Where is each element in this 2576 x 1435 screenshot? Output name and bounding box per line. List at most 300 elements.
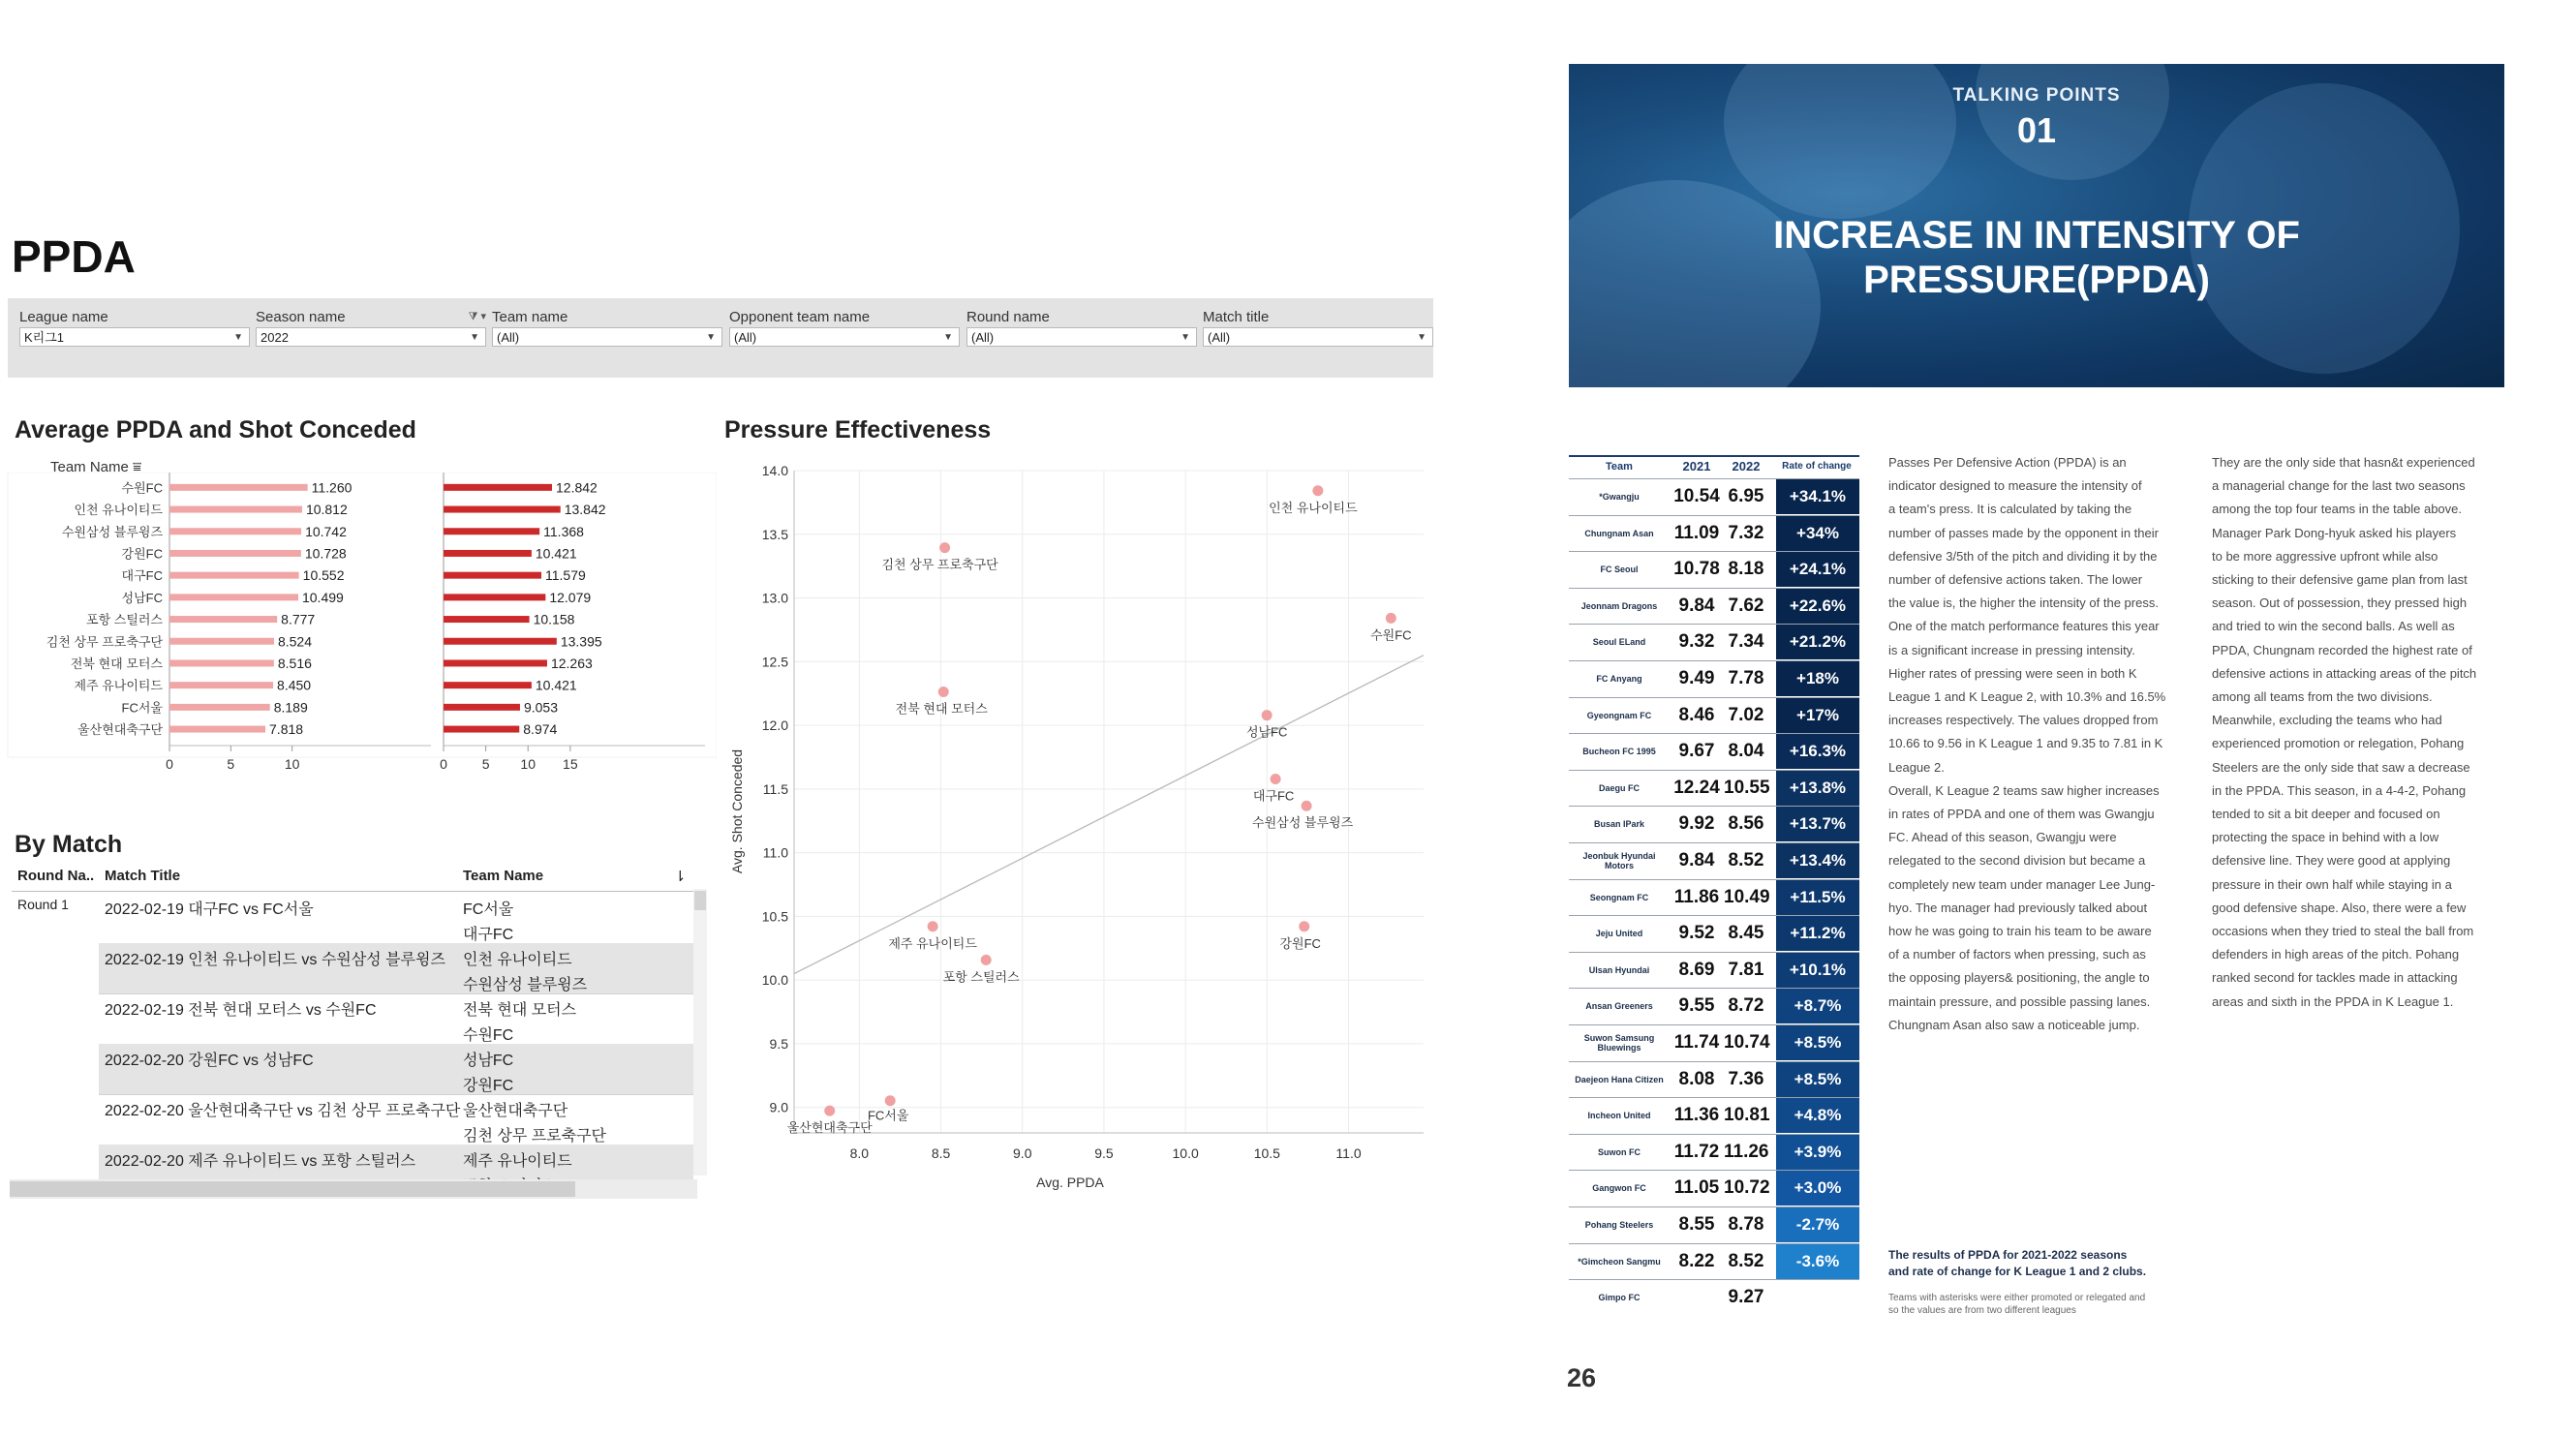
x-tick-label: 10 <box>520 756 537 772</box>
mag-header-2021: 2021 <box>1682 459 1711 473</box>
value-2022: 8.18 <box>1728 559 1764 580</box>
table-caption <box>1888 1247 2198 1280</box>
round-select[interactable] <box>966 327 1197 347</box>
value-2021: 10.78 <box>1673 559 1720 580</box>
table-row <box>1569 1206 1859 1242</box>
article-line: Passes Per Defensive Action (PPDA) is an <box>1888 455 2127 470</box>
team-cell: 김천 상무 프로축구단 <box>463 1128 606 1145</box>
scatter-point <box>1386 613 1396 624</box>
x-tick-label: 0 <box>166 756 173 772</box>
chevron-down-icon[interactable]: ▼ <box>470 332 479 343</box>
rate-cell: +8.5% <box>1776 1062 1859 1097</box>
data-label: 10.499 <box>301 589 344 605</box>
team-cell: 수원FC <box>463 1027 514 1044</box>
article-line: protecting the space in behind with a low <box>2212 830 2439 845</box>
bar <box>444 528 539 534</box>
team-cell: Ulsan Hyundai <box>1588 964 1650 975</box>
team-cell: *Gimcheon Sangmu <box>1578 1256 1661 1267</box>
value-2022: 8.56 <box>1728 813 1764 835</box>
banner-number: 01 <box>2016 110 2057 150</box>
data-label: 10.421 <box>535 545 577 562</box>
article-line: defensive line. They were good at applying <box>2212 853 2451 869</box>
rate-cell: -2.7% <box>1776 1207 1859 1242</box>
y-tick-label: 13.0 <box>761 590 788 606</box>
team-cell: 전북 현대 모터스 <box>463 1002 577 1019</box>
team-cell: 대구FC <box>463 927 514 943</box>
x-tick-label: 9.0 <box>1013 1145 1032 1161</box>
value-2021: 9.52 <box>1678 923 1715 944</box>
talking-points-banner <box>1569 64 2504 387</box>
article-line: the value is, the higher the intensity of the press. <box>1888 595 2159 611</box>
article-line: They are the only side that hasn&t experienced <box>2212 455 2475 470</box>
article-line: completely new team under manager Lee Jung- <box>1888 876 2156 892</box>
value-2021: 11.72 <box>1673 1141 1720 1162</box>
scatter-point <box>1271 774 1281 784</box>
team-select[interactable] <box>492 327 722 347</box>
article-line: a managerial change for the last two seasons <box>2212 478 2466 494</box>
banner-kicker: TALKING POINTS <box>1952 85 2121 106</box>
value-2022: 6.95 <box>1728 486 1764 506</box>
article-line: experienced promotion or relegation, Pohang <box>2212 736 2465 751</box>
filter-season[interactable] <box>256 308 486 347</box>
value-2021: 8.69 <box>1678 959 1715 980</box>
bar <box>444 659 547 666</box>
filter-label: Team name <box>492 309 568 325</box>
column-header-round[interactable]: Round Na.. <box>17 868 95 884</box>
bar <box>169 572 299 579</box>
bar <box>169 506 302 513</box>
team-cell: 성남FC <box>463 1053 514 1069</box>
data-label: 13.395 <box>560 633 602 650</box>
value-2021: 8.22 <box>1678 1250 1715 1271</box>
column-header-team[interactable]: Team Name <box>463 868 544 884</box>
point-label: 전북 현대 모터스 <box>895 701 988 717</box>
bar <box>444 638 557 645</box>
value-2022: 10.81 <box>1724 1105 1770 1126</box>
scatter-chart-title: Pressure Effectiveness <box>724 416 992 443</box>
data-label: 7.818 <box>269 721 304 738</box>
bar <box>169 659 274 666</box>
x-tick-label: 5 <box>481 756 490 772</box>
y-tick-label: 9.5 <box>769 1035 788 1052</box>
bar <box>444 594 545 600</box>
article-line: good defensive shape. Also, there were a few <box>2212 900 2467 915</box>
article-line: how he was going to train his team to be aware <box>1888 924 2152 939</box>
filter-team[interactable] <box>492 308 722 347</box>
data-label: 8.516 <box>277 655 312 671</box>
scatter-point <box>938 687 949 697</box>
point-label: 울산현대축구단 <box>786 1120 873 1136</box>
article-line: One of the match performance features this year <box>1888 619 2160 634</box>
match-title-cell: 2022-02-20 울산현대축구단 vs 김천 상무 프로축구단 <box>105 1103 461 1119</box>
rate-cell: +18% <box>1776 661 1859 696</box>
data-label: 8.524 <box>277 633 313 650</box>
scroll-thumb[interactable] <box>10 1181 575 1197</box>
value-2021: 9.49 <box>1678 668 1715 688</box>
filter-clear-icon[interactable]: ⧩ ▾ <box>468 311 486 322</box>
pressure-scatter-chart <box>717 455 1433 1201</box>
article-line: Overall, K League 2 teams saw higher increases <box>1888 782 2160 798</box>
team-cell: *Gwangju <box>1599 492 1640 502</box>
y-tick-label: 12.5 <box>761 654 788 670</box>
value-2022: 8.45 <box>1728 923 1764 944</box>
bar <box>169 726 265 733</box>
category-label: 대구FC <box>121 568 163 584</box>
x-tick-label: 0 <box>440 756 447 772</box>
x-tick-label: 5 <box>227 756 235 772</box>
article-line: Chungnam Asan also saw a noticeable jump. <box>1888 1017 2140 1032</box>
rate-cell <box>1776 1280 1859 1315</box>
chevron-down-icon[interactable]: ▼ <box>1417 332 1426 343</box>
data-label: 11.579 <box>544 567 586 584</box>
bar <box>169 704 270 711</box>
round-cell: Round 1 <box>17 897 69 912</box>
data-label: 10.158 <box>533 611 575 627</box>
article-line: increases respectively. The values dropped from <box>1888 713 2159 728</box>
filter-label: Opponent team name <box>729 309 871 325</box>
value-2022: 10.74 <box>1724 1032 1770 1053</box>
value-2022: 10.49 <box>1724 886 1770 907</box>
value-2022: 11.26 <box>1724 1141 1769 1162</box>
page-title: PPDA <box>12 231 136 282</box>
filter-label: League name <box>19 309 108 325</box>
scatter-point <box>981 955 992 965</box>
table-row <box>1569 879 1859 915</box>
column-header-match[interactable]: Match Title <box>105 868 181 884</box>
team-cell: Pohang Steelers <box>1584 1220 1654 1230</box>
bar <box>169 682 273 688</box>
chevron-down-icon[interactable]: ▼ <box>706 332 716 343</box>
bar <box>169 528 301 534</box>
category-label: 인천 유나이티드 <box>74 503 163 518</box>
article-line: among the top four teams in the table above. <box>2212 502 2463 517</box>
sort-icon[interactable]: ⇂ <box>674 869 687 885</box>
rate-cell: +24.1% <box>1776 552 1859 587</box>
x-tick-label: 10 <box>284 756 300 772</box>
rate-cell: +11.2% <box>1776 916 1859 951</box>
point-label: 제주 유나이티드 <box>888 935 977 951</box>
article-line: maintain pressure, and possible passing lanes. <box>1888 993 2151 1009</box>
select-value: (All) <box>971 330 995 345</box>
value-2021: 8.08 <box>1678 1068 1715 1089</box>
value-2022: 8.72 <box>1728 995 1764 1017</box>
filter-label: Match title <box>1203 309 1270 325</box>
value-2022: 7.78 <box>1728 668 1764 688</box>
article-line: a team's press. It is calculated by taking the <box>1888 502 2132 517</box>
article-line: in the PPDA. This season, in a 4-4-2, Pohang <box>2212 782 2467 798</box>
rate-cell: +8.5% <box>1776 1025 1859 1060</box>
trend-line <box>794 656 1424 974</box>
table-row <box>1569 624 1859 659</box>
team-cell: 강원FC <box>463 1078 514 1094</box>
value-2021: 8.55 <box>1678 1214 1715 1235</box>
chevron-down-icon[interactable]: ▼ <box>1181 332 1190 343</box>
data-label: 9.053 <box>523 699 559 716</box>
team-cell: Jeonbuk Hyundai Motors <box>1582 851 1656 870</box>
category-label: 수원삼성 블루윙즈 <box>61 524 163 539</box>
chevron-down-icon[interactable]: ▼ <box>943 332 953 343</box>
rate-cell: +10.1% <box>1776 953 1859 988</box>
team-cell: FC서울 <box>463 901 514 918</box>
value-2021: 11.86 <box>1673 886 1720 907</box>
article-line: Manager Park Dong-hyuk asked his players <box>2212 525 2457 540</box>
point-label: 강원FC <box>1279 935 1321 951</box>
match-title-cell: 2022-02-19 인천 유나이티드 vs 수원삼성 블루윙즈 <box>105 952 445 968</box>
table-row <box>1569 770 1859 806</box>
article-line: hyo. The manager had previously talked about <box>1888 900 2148 915</box>
y-axis-title: Avg. Shot Conceded <box>729 748 745 874</box>
season-select[interactable] <box>256 327 486 347</box>
team-cell: Incheon United <box>1587 1111 1651 1121</box>
rate-cell: -3.6% <box>1776 1244 1859 1279</box>
scatter-point <box>928 921 938 931</box>
caption-line: and rate of change for K League 1 and 2 clubs. <box>1888 1265 2147 1278</box>
category-label: 김천 상무 프로축구단 <box>46 634 163 650</box>
scatter-point <box>1299 921 1309 931</box>
category-label: 성남FC <box>121 590 163 605</box>
team-cell: Busan IPark <box>1593 819 1645 830</box>
banner-title-line: INCREASE IN INTENSITY OF <box>1773 214 2300 257</box>
data-label: 10.552 <box>302 567 345 584</box>
data-label: 8.974 <box>523 721 558 738</box>
bar-chart-title: Average PPDA and Shot Conceded <box>15 416 416 443</box>
mag-header-team: Team <box>1606 461 1633 473</box>
bar <box>169 550 301 557</box>
bar <box>444 550 532 557</box>
table-row <box>1569 806 1859 841</box>
category-label: 수원FC <box>121 480 163 496</box>
value-2021: 11.74 <box>1673 1032 1720 1053</box>
x-tick-label: 15 <box>563 756 578 772</box>
table-row <box>1569 588 1859 624</box>
point-label: 김천 상무 프로축구단 <box>881 557 998 572</box>
rate-cell: +21.2% <box>1776 625 1859 659</box>
value-2021: 12.24 <box>1673 777 1720 798</box>
opponent-select[interactable] <box>729 327 960 347</box>
filter-round[interactable] <box>966 308 1197 347</box>
league-select[interactable] <box>19 327 250 347</box>
rate-cell: +17% <box>1776 698 1859 733</box>
value-2021: 9.67 <box>1678 741 1715 762</box>
article-line: pressure in their own half while staying in a <box>2212 876 2452 892</box>
table-footnote <box>1888 1292 2208 1317</box>
header-divider <box>12 891 693 892</box>
rate-cell: +16.3% <box>1776 734 1859 769</box>
category-label: 강원FC <box>121 546 163 562</box>
article-line: to be more aggressive upfront while also <box>2212 548 2438 564</box>
data-label: 12.842 <box>556 479 598 496</box>
x-tick-label: 8.5 <box>931 1145 951 1161</box>
value-2022: 8.78 <box>1728 1214 1764 1235</box>
team-cell: Jeju United <box>1595 929 1643 939</box>
rate-cell: +13.7% <box>1776 807 1859 841</box>
article-line: of a number of factors when pressing, such as <box>1888 947 2146 962</box>
value-2022: 8.04 <box>1728 741 1764 762</box>
vertical-scrollbar[interactable] <box>693 889 707 1175</box>
bar <box>444 682 532 688</box>
data-label: 11.368 <box>543 523 584 539</box>
data-label: 10.812 <box>305 502 348 518</box>
category-label: 전북 현대 모터스 <box>70 656 163 671</box>
table-row <box>1569 733 1859 769</box>
team-cell: Gyeongnam FC <box>1586 710 1652 720</box>
value-2021: 9.55 <box>1678 995 1715 1017</box>
rate-cell: +22.6% <box>1776 589 1859 624</box>
select-value: K리그1 <box>24 330 65 345</box>
rate-cell: +13.8% <box>1776 771 1859 806</box>
team-cell: Jeonnam Dragons <box>1580 600 1658 611</box>
x-tick-label: 10.5 <box>1253 1145 1280 1161</box>
scatter-point <box>824 1106 835 1116</box>
article-line: areas and sixth in the PPDA in K League 1. <box>2212 993 2454 1009</box>
team-cell: Bucheon FC 1995 <box>1582 747 1656 757</box>
y-tick-label: 12.0 <box>761 718 788 734</box>
team-cell: Daejeon Hana Citizen <box>1575 1074 1664 1084</box>
rate-cell: +11.5% <box>1776 880 1859 915</box>
filter-league[interactable] <box>19 308 250 347</box>
value-2021: 11.05 <box>1673 1177 1720 1199</box>
team-cell: Seongnam FC <box>1589 892 1649 902</box>
point-label: FC서울 <box>867 1108 909 1123</box>
match-select[interactable] <box>1203 327 1433 347</box>
ppda-bar-chart <box>0 473 717 782</box>
value-2021: 9.92 <box>1678 813 1715 835</box>
table-row <box>1569 1243 1859 1279</box>
team-cell: Gimpo FC <box>1598 1293 1641 1303</box>
value-2022: 7.36 <box>1728 1068 1764 1089</box>
bar <box>169 638 274 645</box>
article-line: defensive 3/5th of the pitch and dividing it by the <box>1888 548 2158 564</box>
value-2022: 8.52 <box>1728 850 1764 870</box>
match-title-cell: 2022-02-20 제주 유나이티드 vs 포항 스틸러스 <box>105 1153 415 1170</box>
value-2021: 10.54 <box>1673 486 1720 506</box>
team-cell: Ansan Greeners <box>1585 1001 1653 1012</box>
data-label: 8.450 <box>277 677 312 693</box>
y-tick-label: 10.0 <box>761 972 788 989</box>
match-title-cell: 2022-02-19 대구FC vs FC서울 <box>105 901 314 918</box>
article-line: defensive actions in attacking areas of the pitch <box>2212 665 2477 681</box>
article-line: season. Out of possession, they pressed high <box>2212 595 2468 611</box>
x-axis-title: Avg. PPDA <box>1036 1175 1104 1190</box>
article-line: League 2. <box>1888 759 1945 775</box>
table-row <box>1569 660 1859 696</box>
bar <box>444 726 519 733</box>
sort-icon[interactable]: ⩸ <box>133 459 142 475</box>
article-line: number of defensive actions taken. The lower <box>1888 572 2143 588</box>
table-row <box>1569 1024 1859 1060</box>
table-row <box>1569 1097 1859 1133</box>
article-line: tended to sit a bit deeper and focused on <box>2212 807 2440 822</box>
select-value: (All) <box>734 330 757 345</box>
mag-header-rate: Rate of change <box>1782 461 1852 472</box>
value-2021: 9.84 <box>1678 595 1715 616</box>
category-label: 포항 스틸러스 <box>86 612 163 627</box>
rate-cell: +34.1% <box>1776 479 1859 514</box>
article-line: defenders in high areas of the pitch. Pohang <box>2212 947 2460 962</box>
bar <box>444 616 530 623</box>
team-cell: Suwon FC <box>1598 1146 1641 1157</box>
category-label: 울산현대축구단 <box>77 722 163 738</box>
select-value: (All) <box>497 330 520 345</box>
point-label: 수원FC <box>1370 627 1412 643</box>
team-cell: Gangwon FC <box>1592 1183 1646 1194</box>
point-label: 인천 유나이티드 <box>1269 500 1358 515</box>
value-2022: 10.55 <box>1724 777 1770 798</box>
caption-line: The results of PPDA for 2021-2022 seasons <box>1888 1248 2128 1262</box>
horizontal-scrollbar[interactable] <box>10 1179 697 1199</box>
by-match-title: By Match <box>15 831 123 858</box>
filter-bar <box>8 298 1433 378</box>
value-2022: 7.34 <box>1728 631 1764 653</box>
point-label: 성남FC <box>1245 724 1288 740</box>
team-cell: Seoul ELand <box>1592 637 1646 648</box>
bar <box>444 506 561 513</box>
article-line: PPDA, Chungnam recorded the highest rate of <box>2212 642 2472 657</box>
article-line: number of passes made by the opponent in their <box>1888 525 2159 540</box>
table-row <box>1569 478 1859 514</box>
data-label: 10.421 <box>535 677 577 693</box>
x-tick-label: 8.0 <box>849 1145 870 1161</box>
team-cell: FC Anyang <box>1596 674 1642 684</box>
value-2022: 9.27 <box>1728 1287 1764 1308</box>
filter-opponent[interactable] <box>729 308 960 347</box>
column-header-label: Team Name <box>50 459 129 475</box>
article-line: League 1 and K League 2, with 10.3% and 16.5% <box>1888 689 2166 705</box>
article-line: among all teams from the two divisions. <box>2212 689 2433 705</box>
rate-cell: +8.7% <box>1776 989 1859 1023</box>
rate-cell: +4.8% <box>1776 1098 1859 1133</box>
scatter-point <box>1262 710 1273 720</box>
footnote-line: Teams with asterisks were either promoted or relegated and <box>1888 1293 2146 1303</box>
data-label: 8.777 <box>281 611 316 627</box>
team-cell: 울산현대축구단 <box>463 1103 568 1119</box>
team-cell: 제주 유나이티드 <box>463 1153 572 1170</box>
rate-cell: +34% <box>1776 516 1859 551</box>
article-line: and tried to win the second balls. As well as <box>2212 619 2455 634</box>
scatter-point <box>1302 801 1312 811</box>
article-line: Higher rates of pressing were seen in both K <box>1888 665 2137 681</box>
table-row <box>1569 952 1859 988</box>
data-label: 10.742 <box>305 523 347 539</box>
match-title-cell: 2022-02-20 강원FC vs 성남FC <box>105 1053 314 1069</box>
data-label: 13.842 <box>564 502 606 518</box>
value-2022: 10.72 <box>1724 1177 1770 1199</box>
table-row <box>1569 1279 1859 1315</box>
table-row <box>1569 551 1859 587</box>
article-line: Meanwhile, excluding the teams who had <box>2212 713 2442 728</box>
chevron-down-icon[interactable]: ▼ <box>233 332 243 343</box>
point-label: 포항 스틸러스 <box>942 969 1020 985</box>
value-2022: 7.81 <box>1728 959 1764 980</box>
value-2021: 11.09 <box>1673 522 1720 543</box>
table-row <box>1569 842 1859 878</box>
x-tick-label: 11.0 <box>1335 1145 1362 1161</box>
rate-cell: +3.0% <box>1776 1171 1859 1206</box>
category-label: FC서울 <box>121 700 163 716</box>
article-line: indicator designed to measure the intensity of <box>1888 478 2142 494</box>
rate-cell: +13.4% <box>1776 843 1859 878</box>
article-column-1 <box>1888 451 2179 1037</box>
rate-cell: +3.9% <box>1776 1135 1859 1170</box>
scroll-thumb[interactable] <box>694 891 706 910</box>
team-cell: 수원삼성 블루윙즈 <box>463 977 588 993</box>
y-tick-label: 14.0 <box>761 463 788 478</box>
filter-match[interactable] <box>1203 308 1433 347</box>
article-line: occasions when they tried to steal the ball from <box>2212 924 2474 939</box>
y-tick-label: 11.0 <box>762 844 788 861</box>
article-line: 10.66 to 9.56 in K League 1 and 9.35 to 7.81 in K <box>1888 736 2163 751</box>
y-tick-label: 10.5 <box>761 908 788 925</box>
